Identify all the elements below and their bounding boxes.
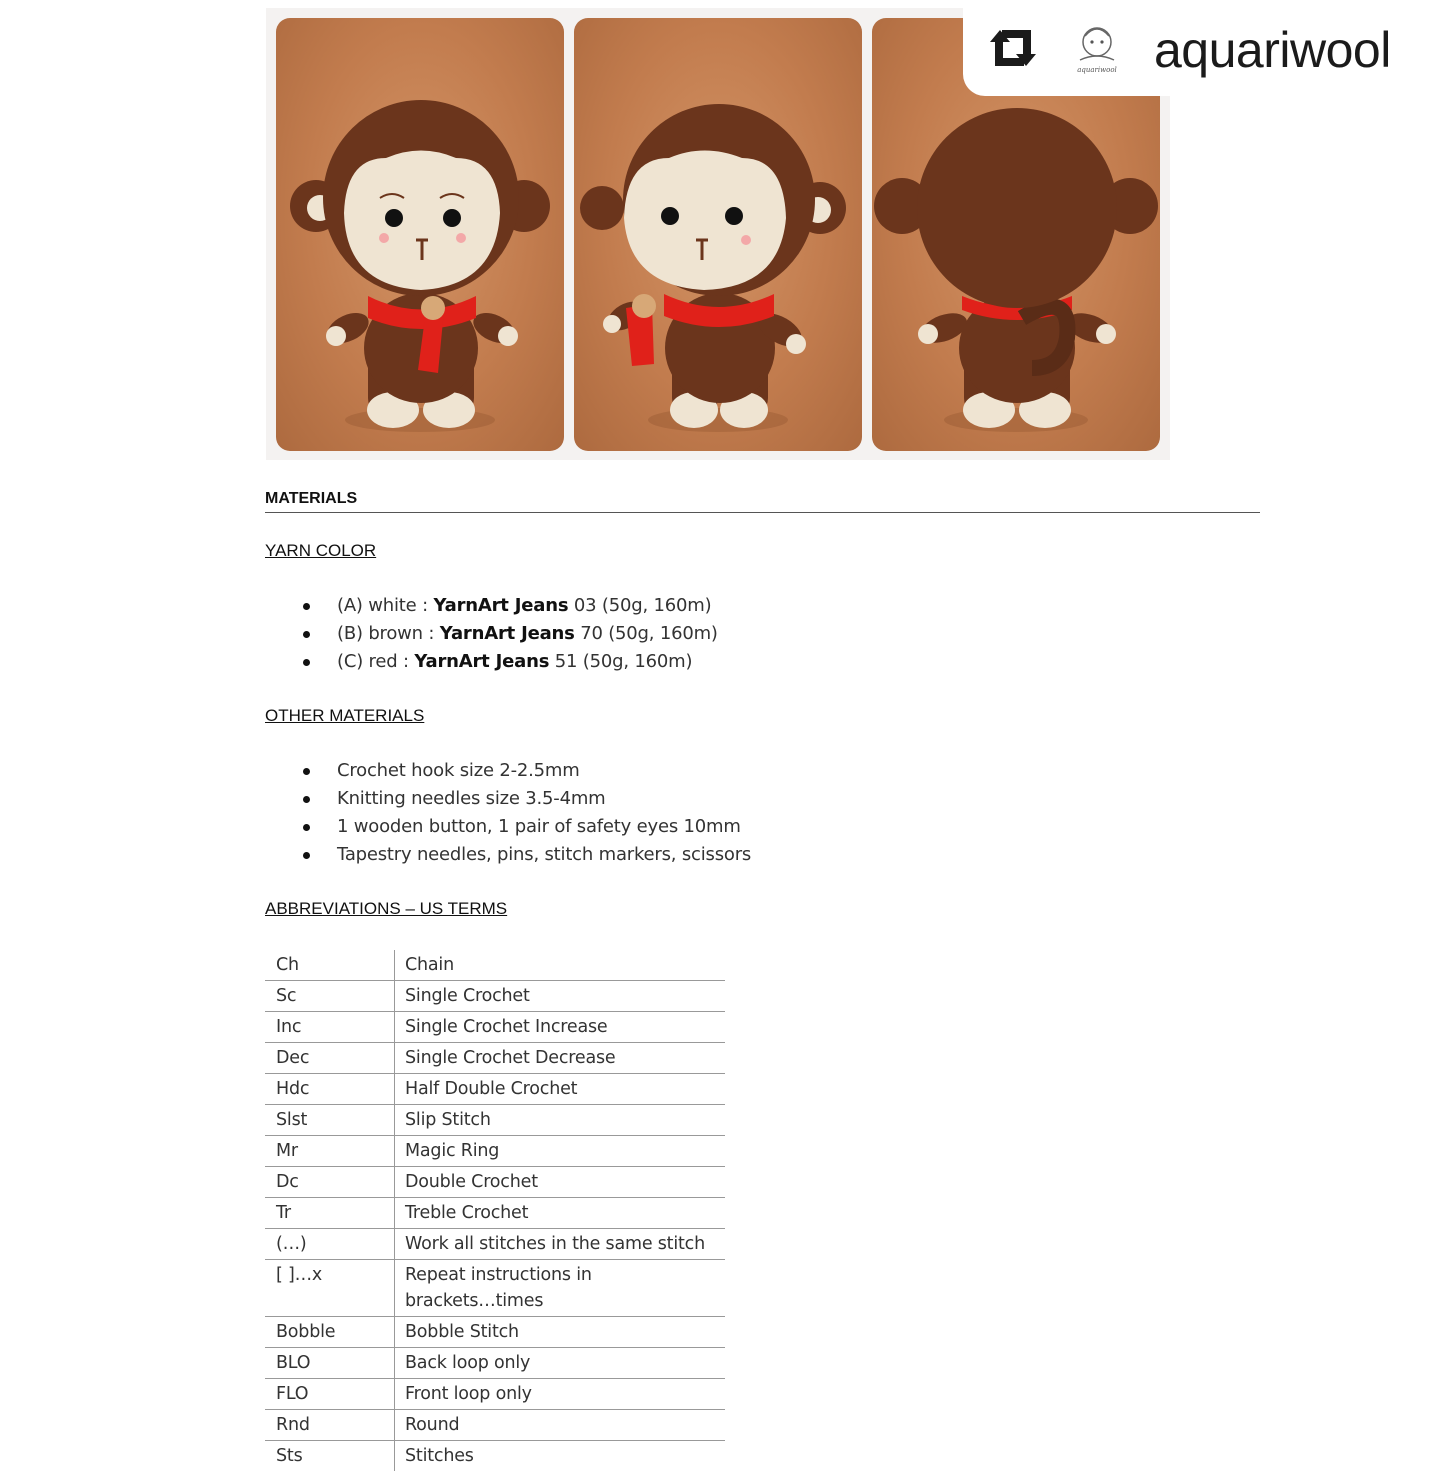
abbr-cell: Sts xyxy=(265,1441,395,1471)
meaning-cell: Bobble Stitch xyxy=(405,1322,519,1342)
list-item: Tapestry needles, pins, stitch markers, scissors xyxy=(300,841,751,869)
monkey-front-illustration xyxy=(276,18,564,451)
abbr-cell: Dc xyxy=(265,1167,395,1197)
table-row xyxy=(265,1043,725,1074)
list-item: (C) red : YarnArt Jeans 51 (50g, 160m) xyxy=(300,648,718,676)
meaning-cell: Back loop only xyxy=(405,1353,531,1373)
meaning-cell: Treble Crochet xyxy=(405,1203,529,1223)
materials-heading: MATERIALS xyxy=(265,490,358,507)
meaning-cell: Single Crochet xyxy=(405,986,530,1006)
meaning-cell: Half Double Crochet xyxy=(405,1079,578,1099)
list-item: (B) brown : YarnArt Jeans 70 (50g, 160m) xyxy=(300,620,718,648)
table-row xyxy=(265,1379,725,1410)
repost-icon xyxy=(982,22,1044,74)
table-row xyxy=(265,1229,725,1260)
monkey-side-illustration xyxy=(574,18,862,451)
other-materials-heading: OTHER MATERIALS xyxy=(265,706,425,725)
list-item: (A) white : YarnArt Jeans 03 (50g, 160m) xyxy=(300,592,718,620)
abbr-cell: Dec xyxy=(265,1043,395,1073)
list-item: Knitting needles size 3.5-4mm xyxy=(300,785,751,813)
meaning-cell: Slip Stitch xyxy=(405,1110,491,1130)
bullet-icon xyxy=(303,603,310,610)
list-item: Crochet hook size 2-2.5mm xyxy=(300,757,751,785)
abbr-cell: BLO xyxy=(265,1348,395,1378)
meaning-cell: Chain xyxy=(405,955,454,975)
meaning-cell: Front loop only xyxy=(405,1384,532,1404)
table-row xyxy=(265,1012,725,1043)
table-row xyxy=(265,1410,725,1441)
abbr-cell: Hdc xyxy=(265,1074,395,1104)
avatar-icon xyxy=(1066,16,1128,78)
table-row xyxy=(265,1260,725,1317)
other-materials-list xyxy=(300,757,751,869)
monkey-photo-front xyxy=(276,18,564,451)
meaning-cell: Stitches xyxy=(405,1446,474,1466)
abbr-cell: Tr xyxy=(265,1198,395,1228)
table-row xyxy=(265,1441,725,1471)
table-row xyxy=(265,981,725,1012)
bullet-icon xyxy=(303,824,310,831)
table-row xyxy=(265,1136,725,1167)
bullet-icon xyxy=(303,852,310,859)
meaning-cell: Work all stitches in the same stitch xyxy=(405,1234,705,1254)
account-name[interactable]: aquariwool xyxy=(1154,22,1391,78)
table-row xyxy=(265,1074,725,1105)
bullet-icon xyxy=(303,631,310,638)
heading-divider xyxy=(265,512,1260,513)
meaning-cell: Single Crochet Increase xyxy=(405,1017,608,1037)
meaning-cell: Repeat instructions in brackets…times xyxy=(405,1265,592,1311)
table-row xyxy=(265,1105,725,1136)
abbr-cell: Inc xyxy=(265,1012,395,1042)
abbr-cell: Ch xyxy=(265,950,395,980)
abbr-cell: Mr xyxy=(265,1136,395,1166)
abbr-cell: Sc xyxy=(265,981,395,1011)
meaning-cell: Magic Ring xyxy=(405,1141,500,1161)
table-row xyxy=(265,950,725,981)
abbr-cell: Rnd xyxy=(265,1410,395,1440)
yarn-color-heading: YARN COLOR xyxy=(265,541,377,560)
yarn-color-list xyxy=(300,592,718,676)
avatar-logo-text: aquariwool xyxy=(1077,66,1117,74)
meaning-cell: Single Crochet Decrease xyxy=(405,1048,616,1068)
abbr-cell: [ ]…x xyxy=(265,1260,395,1316)
abbr-cell: Slst xyxy=(265,1105,395,1135)
bullet-icon xyxy=(303,796,310,803)
bullet-icon xyxy=(303,659,310,666)
table-row xyxy=(265,1317,725,1348)
abbr-cell: FLO xyxy=(265,1379,395,1409)
list-item: 1 wooden button, 1 pair of safety eyes 10mm xyxy=(300,813,751,841)
meaning-cell: Double Crochet xyxy=(405,1172,538,1192)
meaning-cell: Round xyxy=(405,1415,460,1435)
monkey-photo-side xyxy=(574,18,862,451)
abbr-cell: Bobble xyxy=(265,1317,395,1347)
abbreviations-table xyxy=(265,950,725,1471)
abbr-cell: (…) xyxy=(265,1229,395,1259)
abbreviations-heading: ABBREVIATIONS – US TERMS xyxy=(265,899,508,918)
table-row xyxy=(265,1167,725,1198)
table-row xyxy=(265,1348,725,1379)
bullet-icon xyxy=(303,768,310,775)
table-row xyxy=(265,1198,725,1229)
